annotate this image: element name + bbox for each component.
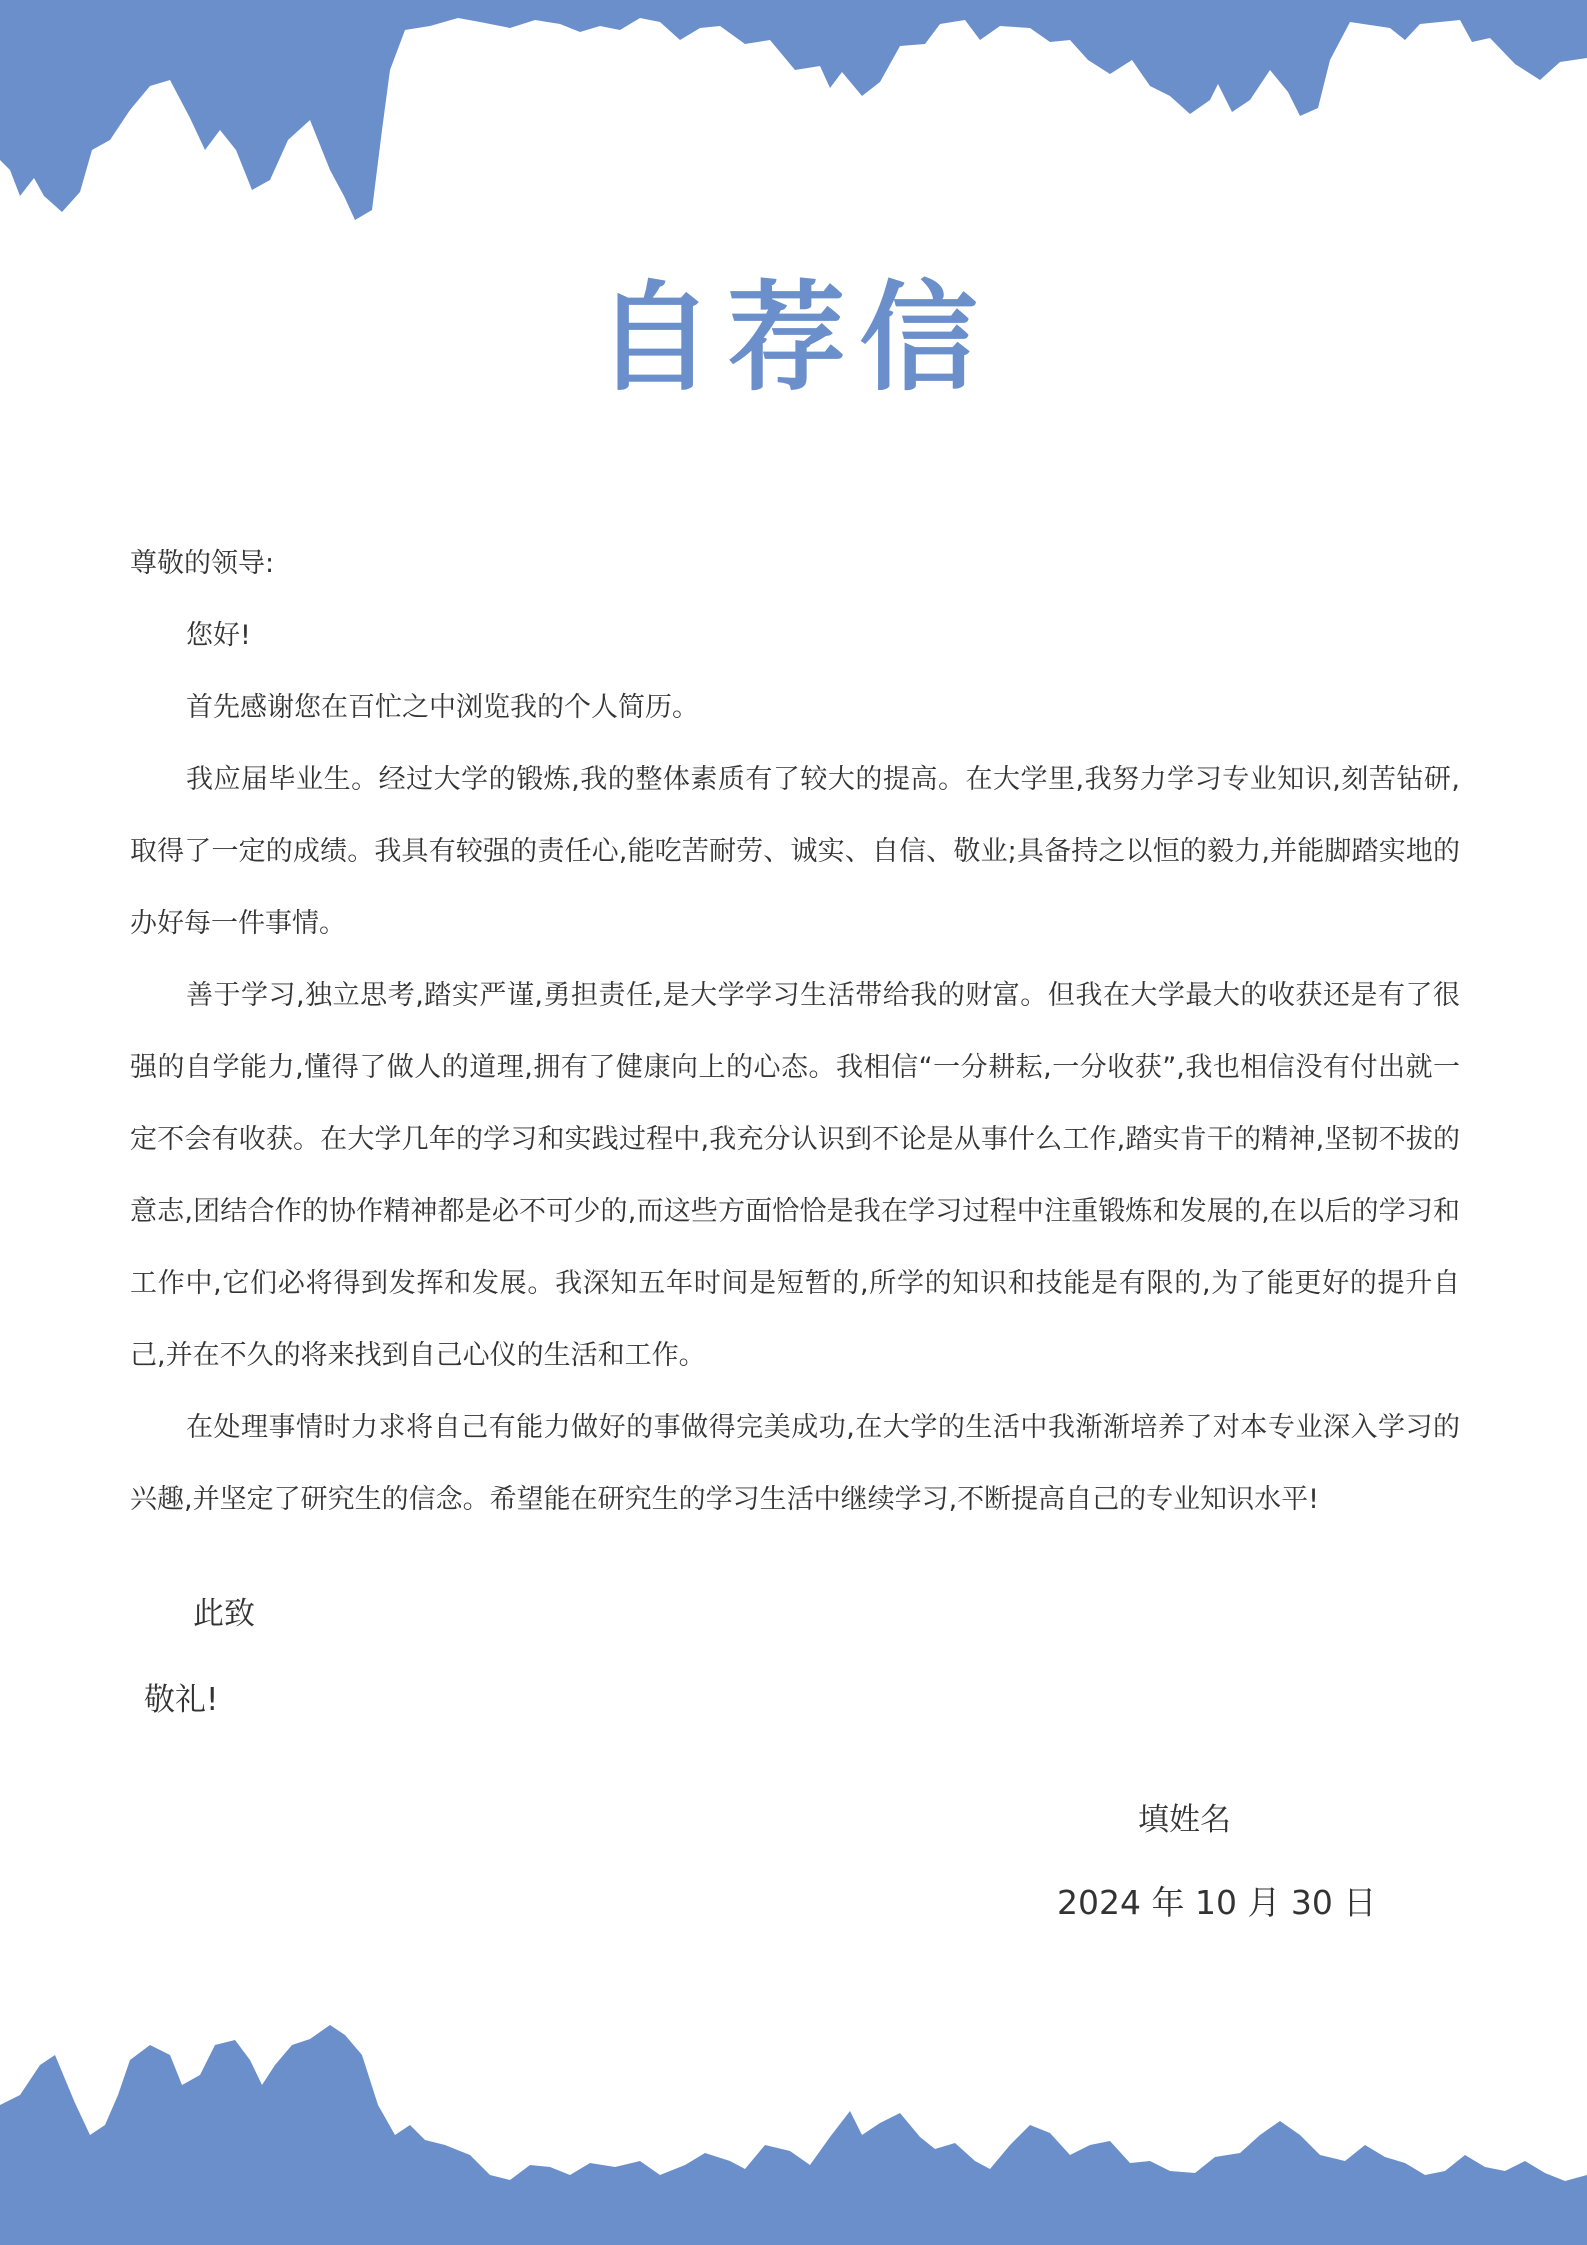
document-title: 自荐信	[595, 269, 992, 407]
letter-body	[130, 528, 1460, 1536]
brush-stroke-top-decoration	[0, 0, 1587, 230]
signature-date: 2024 年 10 月 30 日	[1057, 1883, 1377, 1922]
closing-line-1: 此致	[193, 1596, 255, 1632]
salutation: 尊敬的领导:	[130, 548, 275, 579]
paragraph-strengths: 善于学习,独立思考,踏实严谨,勇担责任,是大学学习生活带给我的财富。但我在大学最大的收获还是有了很强的自学能力,懂得了做人的道理,拥有了健康向上的心态。我相信“一分耕耘,一分收获”,我也相信没有付出就一定不会有收获。在大学几年的学习和实践过程中,我充分认识到不论是从事什么工作,踏实肯干的精神,坚韧不拔的意志,团结合作的协作精神都是必不可少的,而这些方面恰恰是我在学习过程中注重锻炼和发展的,在以后的学习和工作中,它们必将得到发挥和发展。我深知五年时间是短暂的,所学的知识和技能是有限的,为了能更好的提升自己,并在不久的将来找到自己心仪的生活和工作。	[130, 980, 1460, 1371]
signature-name: 填姓名	[1138, 1802, 1231, 1838]
paragraph-thanks: 首先感谢您在百忙之中浏览我的个人简历。	[186, 692, 699, 723]
paragraph-aspiration: 在处理事情时力求将自己有能力做好的事做得完美成功,在大学的生活中我渐渐培养了对本专业深入学习的兴趣,并坚定了研究生的信念。希望能在研究生的学习生活中继续学习,不断提高自己的专业知识水平!	[130, 1412, 1460, 1515]
paragraph-introduction: 我应届毕业生。经过大学的锻炼,我的整体素质有了较大的提高。在大学里,我努力学习专业知识,刻苦钻研,取得了一定的成绩。我具有较强的责任心,能吃苦耐劳、诚实、自信、敬业;具备持之以恒的毅力,并能脚踏实地的办好每一件事情。	[130, 764, 1460, 939]
closing-line-2: 敬礼!	[144, 1682, 219, 1718]
paragraph-greeting: 您好!	[186, 620, 251, 651]
brush-stroke-bottom-decoration	[0, 1985, 1587, 2245]
